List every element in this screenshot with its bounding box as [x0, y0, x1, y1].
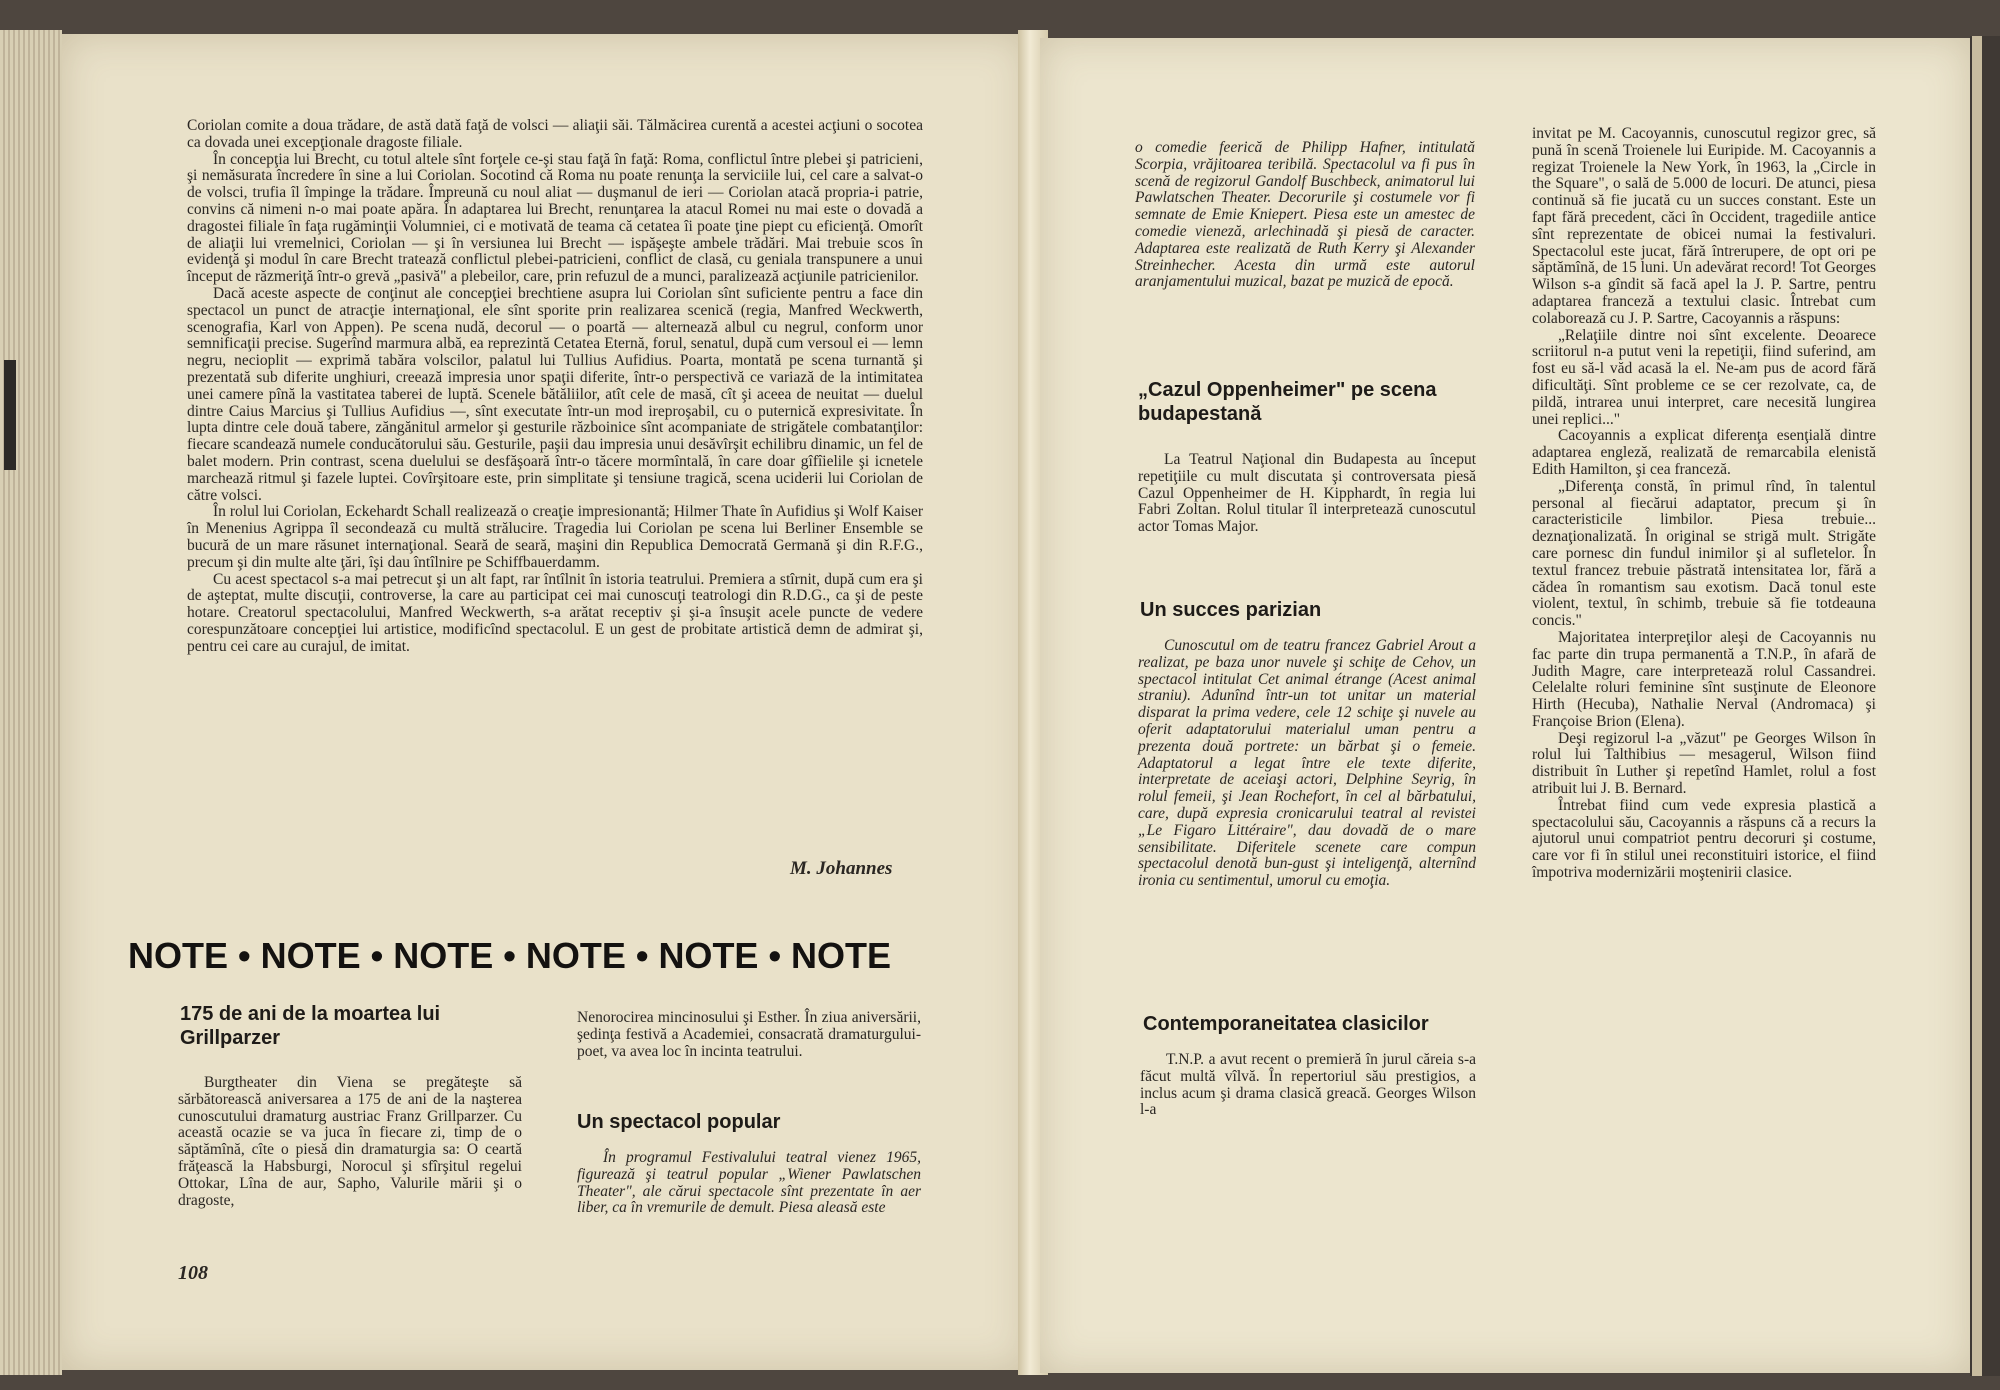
oppenheimer-text — [1138, 452, 1476, 536]
classics-paragraph-continued: Întrebat fiind cum vede expresia plastică a spectacolului său, Cacoyannis a răspuns că a recurs la ajutorul unui compatriot pentru decoruri şi costume, care vor fi în stilul unei reconstituiri istorice, el fiind împotriva modernizării moştenirii clasice. — [1532, 796, 1876, 882]
classics-text — [1140, 1052, 1476, 1119]
parisian-paragraph: Cunoscutul om de teatru francez Gabriel Arout a realizat, pe baza unor nuvele şi schiţe de Cehov, un spectacol intitulat Cet animal étrange (Acest animal straniu). Adunînd într-un tot unitar un material disparat la prima vedere, cele 12 schiţe şi nuvele au oferit adaptatorului materialul uman pentru a prezenta două portrete: un bărbat şi o femeie. Adaptatorul a legat între ele texte diferite, interpretate de aceiaşi actori, Delphine Seyrig, în rolul femeii, şi Jean Rochefort, în cel al bărbatului, care, după expresia cronicarului teatral al revistei „Le Figaro Littéraire", dau dovadă de o mare sensibilitate. Diferitele scenete care compun spectacolul denotă bun-gust şi inteligenţă, alternînd ironia cu sentimentul, umorul cu emoţia. — [1138, 637, 1476, 890]
oppenheimer-paragraph: La Teatrul Naţional din Budapesta au început repetiţiile cu mult discutata şi controversata piesă Cazul Oppenheimer de H. Kipphardt, în regia lui Fabri Zoltan. Rolul titular îl interpretează cunoscutul actor Tomas Major. — [1138, 451, 1476, 536]
grillparzer-paragraph-continued: Nenorocirea mincinosului şi Esther. În ziua aniversării, şedinţa festivă a Academiei, consacrată dramaturgului-poet, va avea loc în incinta teatrului. — [577, 1009, 921, 1060]
classics-paragraph-continued: „Diferenţa constă, în primul rînd, în talentul personal al fiecărui adaptator, precum şi în caracteristicile limbilor. Piesa trebuie... deznaţionalizată. În original se strigă mult. Strigăte care pornesc din fundul inimilor şi al sufletelor. În textul francez trebuie păstrată intensitatea lor, fără a cădea în romantism sau exotism. Dacă tonul este violent, textul, în schimb, trebuie să fie totdeauna concis." — [1532, 477, 1876, 630]
article-paragraph: Cu acest spectacol s-a mai petrecut şi un alt fapt, rar întîlnit în istoria teatrului. Premiera a stîrnit, după cum era şi de aşteptat, multe discuţii, controverse, la care au participat cei mai cunoscuţi teatrologi din R.D.G., ca şi de peste hotare. Creatorul spectacolului, Manfred Weckwerth, s-a arătat receptiv şi şi-a însuşit acele puncte de vedere corespunzătoare concepţiei lui artistice, modificînd spectacolul. E un gest de probitate artistică demn de admirat şi, pentru cei care au curajul, de imitat. — [187, 570, 923, 655]
parisian-text — [1138, 638, 1476, 890]
grillparzer-text — [178, 1075, 522, 1209]
grillparzer-text-continued — [577, 1010, 921, 1060]
popular-text — [577, 1150, 921, 1217]
notes-banner: NOTE • NOTE • NOTE • NOTE • NOTE • NOTE — [128, 935, 892, 976]
popular-heading: Un spectacol popular — [577, 1111, 781, 1133]
article-paragraph: În rolul lui Coriolan, Eckehardt Schall realizează o creaţie impresionantă; Hilmer Thate în Aufidius şi Wolf Kaiser în Menenius Agrippa îl secondează cu multă strălucire. Tragedia lui Coriolan pe scena lui Berliner Ensemble se bucură de un mare răsunet internaţional. Seară de seară, maşini din Republica Democrată Germană şi din R.F.G., precum şi din multe alte ţări, îşi dau întîlnire pe Schiffbauerdamm. — [187, 503, 923, 571]
article-paragraph: Coriolan comite a doua trădare, de astă dată faţă de volsci — aliaţii săi. Tălmăcirea curentă a acestei acţiuni o socotea ca dovada unei excepţionale dragoste filiale. — [187, 117, 923, 151]
classics-paragraph: T.N.P. a avut recent o premieră în jurul căreia s-a făcut multă vîlvă. În repertoriul său prestigios, a inclus acum şi drama clasică greacă. Georges Wilson l-a — [1140, 1051, 1476, 1119]
classics-paragraph-continued: invitat pe M. Cacoyannis, cunoscutul regizor grec, să pună în scenă Troienele lui Euripide. M. Cacoyannis a regizat Troienele la New York, în 1963, la „Circle in the Square", o sală de 5.000 de locuri. De atunci, piesa continuă să fie jucată cu un succes constant. Este un fapt fără precedent, căci în Occident, tragediile antice sînt reprezentate de obicei numai la festivaluri. Spectacolul este jucat, fără întrerupere, de opt ori pe săptămînă, de 15 luni. Un adevărat record! Tot Georges Wilson s-a gîndit să facă apel la J. P. Sartre, pentru adaptarea franceză a textului clasic. Întrebat cum colaborează cu J. P. Sartre, Cacoyannis a răspuns: — [1532, 125, 1876, 327]
popular-paragraph-continued: o comedie feerică de Philipp Hafner, intitulată Scorpia, vrăjitoarea teribilă. Spectacolul va fi pus în scenă de regizorul Gandolf Buschbeck, animatorul lui Pawlatschen Theater. Decorurile şi costumele vor fi semnate de Emie Kniepert. Piesa este un amestec de comedie vieneză, arlechinadă şi piesă de caracter. Adaptarea este realizată de Ruth Kerry şi Alexander Streinhecher. Acesta din urmă este autorul aranjamentului muzical, bazat pe muzică de epocă. — [1135, 139, 1475, 291]
article-paragraph: Dacă aceste aspecte de conţinut ale concepţiei brechtiene asupra lui Coriolan sînt suficiente pentru a face din spectacol un punct de atracţie internaţional, ele sînt sporite prin realizarea scenică (regia, Manfred Weckwerth, scenografia, Karl von Appen). Pe scena nudă, decorul — o poartă — alternează albul cu negrul, conform unor semnificaţii precise. Sugerînd marmura albă, ea reprezintă Cetatea Eternă, forul, senatul, după cum versoul ei — lemn negru, necioplit — exprimă tabăra volscilor, palatul lui Tullius Aufidius. Poarta, montată pe scena turnantă şi prezentată sub diferite unghiuri, creează impresia unor spaţii diferite, într-o perspectivă ce variază de la intimitatea unei camere pînă la vastitatea taberei de luptă. Scenele bătăliilor, atît cele de masă, cît şi aceea de neuitat — duelul dintre Caius Marcius şi Tullius Aufidius —, sînt executate într-un mod ireproşabil, cu o puternică expresivitate. În lupta dintre cele două tabere, zăngănitul armelor şi gesturile războinice sînt acompaniate de strigătele combatanţilor: fiecare scandează numele conducătorului său. Gesturile, paşii dau impresia unui desăvîrşit echilibru dinamic, un fel de balet modern. Prin contrast, scena duelului se desfăşoară într-o tăcere mormîntală, în care doar gîfîielile şi icnetele marchează ritmul şi fazele luptei. Covîrşitoare este, prin simplitate şi tensiune tragică, scena uciderii lui Coriolan de către volsci. — [187, 284, 923, 504]
classics-heading: Contemporaneitatea clasicilor — [1143, 1013, 1429, 1035]
popular-text-continued — [1135, 140, 1475, 291]
oppenheimer-heading: „Cazul Oppenheimer" pe scena budapestană — [1138, 379, 1437, 425]
grillparzer-heading: 175 de ani de la moartea lui Grillparzer — [180, 1003, 441, 1049]
popular-paragraph: În programul Festivalului teatral vienez 1965, figurează şi teatrul popular „Wiener Pawlatschen Theater", ale cărui spectacole sînt prezentate în aer liber, ca în vremurile de demult. Piesa aleasă este — [577, 1149, 921, 1217]
coriolan-article — [187, 118, 923, 656]
author-signature: M. Johannes — [790, 858, 893, 879]
classics-paragraph-continued: Majoritatea interpreţilor aleşi de Cacoyannis nu fac parte din trupa permanentă a T.N.P., în afară de Judith Magre, care interpretează rolul Cassandrei. Celelalte roluri feminine sînt susţinute de Eleonore Hirth (Hecuba), Nathalie Nerval (Andromaca) şi Françoise Brion (Elena). — [1532, 628, 1876, 730]
page-edges-left — [0, 30, 62, 1375]
parisian-heading: Un succes parizian — [1140, 599, 1322, 621]
page-number: 108 — [178, 1262, 208, 1284]
article-paragraph: În concepţia lui Brecht, cu totul altele sînt forţele ce-şi stau faţă în faţă: Roma, conflictul între plebei şi patricieni, şi nemăsurata încredere în sine a lui Coriolan. Socotind că Roma nu poate renunţa la serviciile lui, cel care a salvat-o de volsci, trufia îl împinge la trădare. Împreună cu noul aliat — duşmanul de ieri — Coriolan atacă propria-i patrie, convins că nimeni n-o mai poate apăra. În adaptarea lui Brecht, renunţarea la atacul Romei nu mai este o dovadă a dragostei filiale în faţa rugăminţii Volumniei, ci e motivată de teama că cetatea îi poate ţine piept cu eficienţă. Omorît de aliaţii lui vremelnici, Coriolan — şi în versiunea lui Brecht — ispăşeşte ambele trădări. Mai trebuie scos în evidenţă şi modul în care Brecht tratează conflictul plebei-patricieni, conflict de clasă, cu geniala transpunere a unui început de răzmeriţă într-o grevă „pasivă" a plebeilor, care, prin refuzul de a munci, paralizează acţiunile patricienilor. — [187, 150, 923, 286]
classics-paragraph-continued: Deşi regizorul l-a „văzut" pe Georges Wilson în rolul lui Talthibius — mesagerul, Wilson fiind distribuit în Luther şi repetînd Hamlet, rolul a fost atribuit lui J. B. Bernard. — [1532, 729, 1876, 798]
classics-text-continued — [1532, 126, 1876, 882]
grillparzer-paragraph: Burgtheater din Viena se pregăteşte să sărbătorească aniversarea a 175 de ani de la naşterea cunoscutului dramaturg austriac Franz Grillparzer. Cu această ocazie se va juca în fiecare zi, timp de o săptămînă, cîte o piesă din dramaturgia sa: O ceartă frăţească la Habsburgi, Norocul şi sfîrşitul regelui Ottokar, Lîna de aur, Sapho, Valurile mării şi o dragoste, — [178, 1074, 522, 1209]
bookmark-tab — [4, 360, 16, 470]
classics-paragraph-continued: Cacoyannis a explicat diferenţa esenţială dintre adaptarea engleză, realizată de remarcabila elenistă Edith Hamilton, şi cea franceză. — [1532, 427, 1876, 478]
classics-paragraph-continued: „Relaţiile dintre noi sînt excelente. Deoarece scriitorul n-a putut veni la repetiţii, fiind suferind, am fost eu să-l văd acasă la el. Ne-am pus de acord fără dificultăţi. Sînt probleme ce se cer rezolvate, ca, de pildă, intrarea unui interpret, care necesită lungirea unei replici..." — [1532, 326, 1876, 428]
page-edges-right — [1970, 36, 2000, 1376]
